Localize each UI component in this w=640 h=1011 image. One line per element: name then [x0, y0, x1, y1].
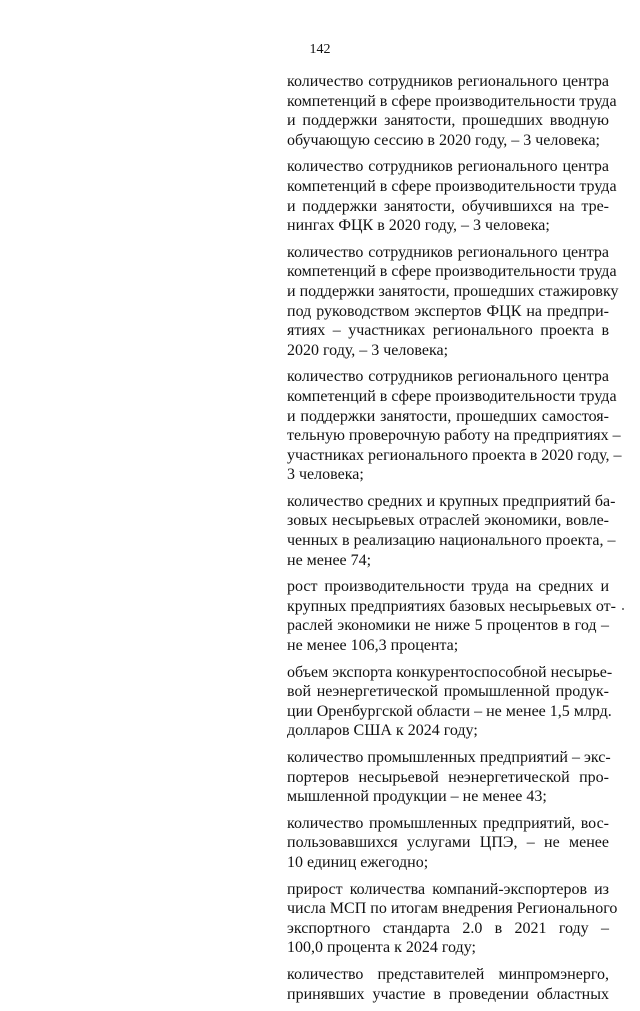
text-line: количество сотрудников регионального центра [287, 158, 609, 176]
list-item [287, 814, 609, 873]
text-line: мышленной продукции – не менее 43; [287, 788, 547, 806]
text-line: количество промышленных предприятий, вос- [287, 814, 609, 832]
text-line: принявших участие в проведении областных [287, 985, 609, 1003]
text-line: тельную проверочную работу на предприятиях – [287, 427, 621, 445]
scan-speck [622, 608, 624, 610]
text-line: зовых несырьевых отраслей экономики, вовле- [287, 512, 609, 530]
text-line: портеров несырьевой неэнергетической про- [287, 768, 609, 786]
text-line: и поддержки занятости, прошедших вводную [287, 112, 609, 130]
text-line: и поддержки занятости, прошедших самостоя- [287, 407, 609, 425]
text-line: количество сотрудников регионального центра [287, 368, 609, 386]
text-line: пользовавшихся услугами ЦПЭ, – не менее [287, 834, 609, 852]
text-line: компетенций в сфере производительности труда [287, 177, 617, 195]
text-line: участниках регионального проекта в 2020 году, – [287, 446, 622, 464]
text-line: количество сотрудников регионального центра [287, 73, 609, 90]
text-line: количество представителей минпромэнерго, [287, 965, 609, 983]
text-line: компетенций в сфере производительности труда [287, 387, 617, 405]
page-number: 142 [309, 42, 331, 57]
text-line: объем экспорта конкурентоспособной несырье- [287, 663, 613, 681]
text-line: не менее 106,3 процента; [287, 637, 459, 655]
text-line: долларов США к 2024 году; [287, 722, 478, 740]
list-item [287, 243, 619, 361]
list-item [287, 492, 616, 570]
list-item [287, 577, 616, 655]
list-item [287, 965, 609, 1004]
list-item [287, 367, 622, 485]
list-item [287, 748, 609, 807]
text-line: 10 единиц ежегодно; [287, 853, 429, 871]
text-line: рост производительности труда на средних и [287, 578, 609, 596]
list-item [287, 663, 613, 741]
text-line: экспортного стандарта 2.0 в 2021 году – [287, 919, 609, 937]
text-line: компетенций в сфере производительности труда [287, 92, 617, 110]
text-line: прирост количества компаний-экспортеров из [287, 880, 609, 898]
text-line: крупных предприятиях базовых несырьевых от- [287, 597, 616, 615]
text-line: ции Оренбургской области – не менее 1,5 млрд. [287, 702, 612, 720]
text-line: и поддержки занятости, обучившихся на тре- [287, 197, 609, 215]
text-line: ченных в реализацию национального проекта, – [287, 532, 616, 550]
text-line: раслей экономики не ниже 5 процентов в год – [287, 617, 609, 635]
text-line: обучающую сессию в 2020 году, – 3 человека; [287, 131, 600, 149]
text-line: под руководством экспертов ФЦК на предпри- [287, 302, 609, 320]
text-line: нингах ФЦК в 2020 году, – 3 человека; [287, 217, 550, 235]
text-line: вой неэнергетической промышленной продук- [287, 683, 609, 701]
list-item [287, 880, 618, 958]
list-item [287, 157, 617, 235]
text-line: не менее 74; [287, 551, 372, 569]
document-body [287, 72, 622, 1011]
text-line: количество сотрудников регионального центра [287, 243, 609, 261]
text-line: количество промышленных предприятий – экс- [287, 749, 611, 766]
text-line: 2020 году, – 3 человека; [287, 341, 449, 359]
text-line: и поддержки занятости, прошедших стажировку [287, 282, 619, 300]
text-line: ятиях – участниках регионального проекта в [287, 322, 609, 340]
text-line: числа МСП по итогам внедрения Регионального [287, 900, 618, 918]
list-item [287, 72, 617, 150]
text-line: 3 человека; [287, 466, 364, 484]
text-line: количество средних и крупных предприятий ба- [287, 492, 616, 510]
text-line: компетенций в сфере производительности труда [287, 263, 617, 281]
text-line: 100,0 процента к 2024 году; [287, 939, 476, 957]
